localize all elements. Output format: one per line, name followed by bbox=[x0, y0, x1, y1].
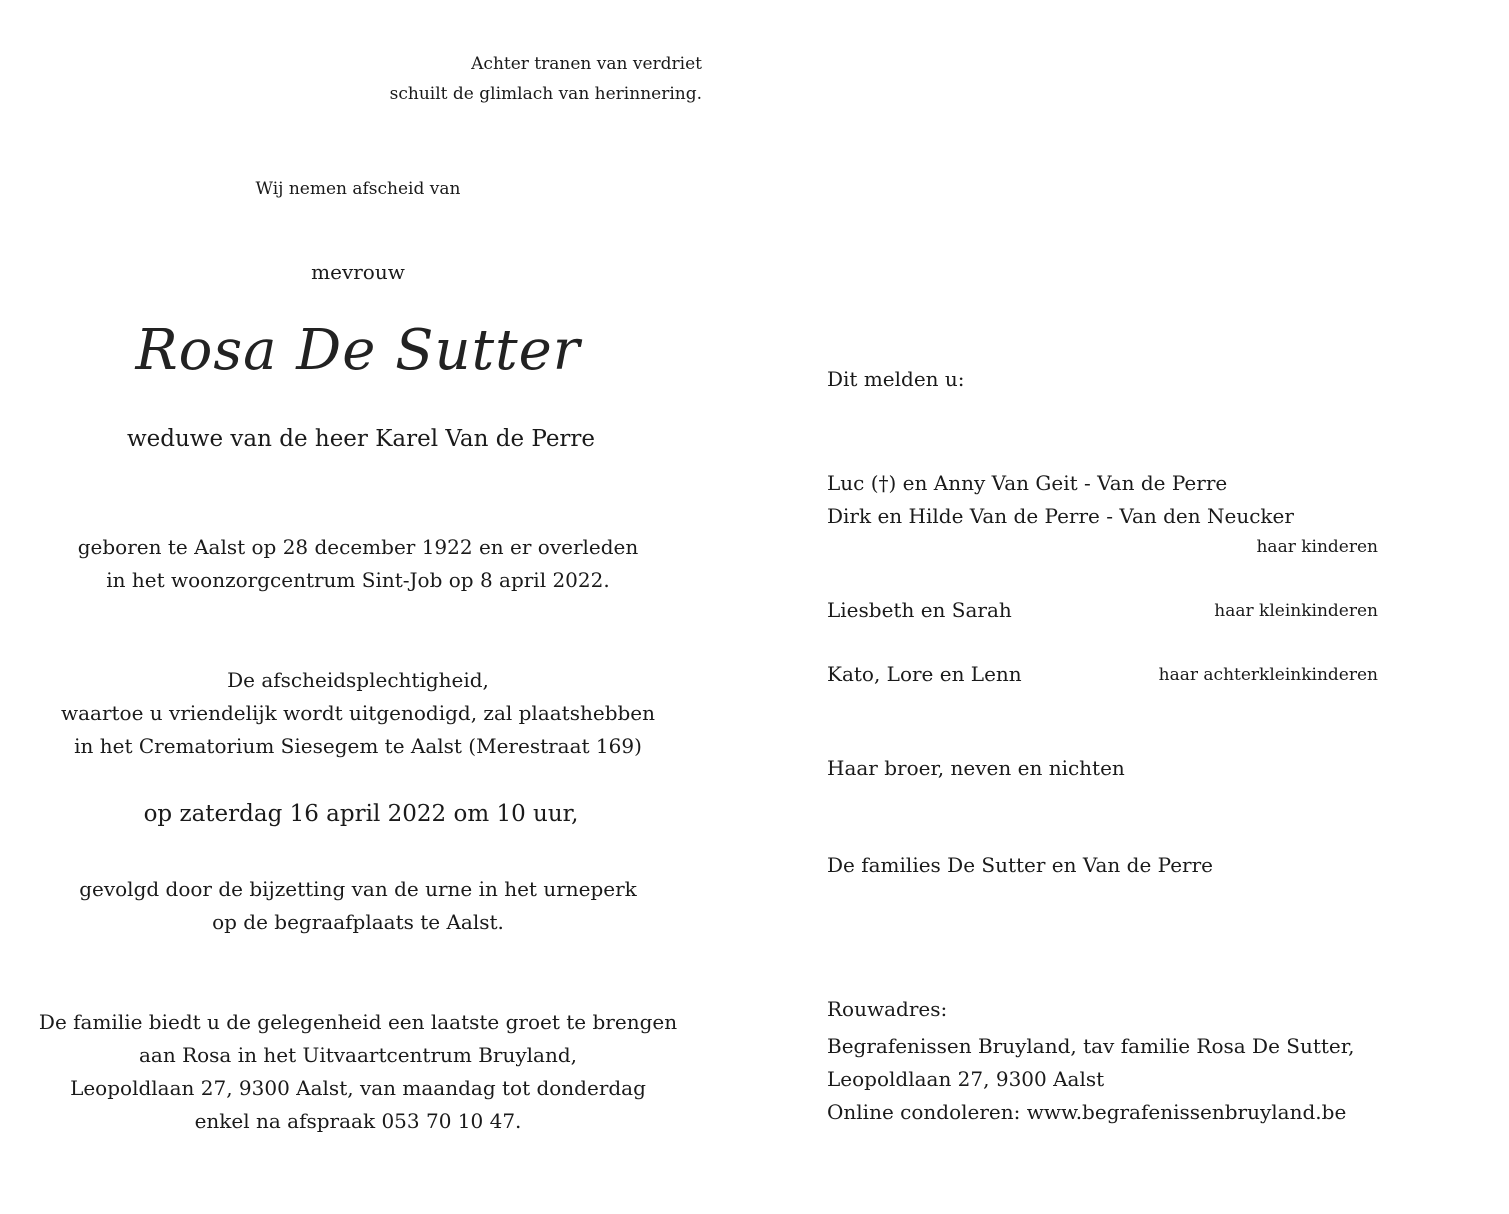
ceremony-line-3: in het Crematorium Siesegem te Aalst (Merestraat 169) bbox=[74, 734, 642, 758]
announce-text: Dit melden u: bbox=[827, 367, 965, 391]
families-text: De families De Sutter en Van de Perre bbox=[827, 853, 1213, 877]
visit-line-1: De familie biedt u de gelegenheid een laatste groet te brengen bbox=[38, 1010, 678, 1034]
visit-line-3: Leopoldlaan 27, 9300 Aalst, van maandag tot donderdag bbox=[70, 1076, 646, 1100]
address-label: Rouwadres: bbox=[827, 997, 948, 1021]
address-block bbox=[827, 1030, 1354, 1129]
deceased-name: Rosa De Sutter bbox=[135, 318, 581, 383]
ceremony-date: op zaterdag 16 april 2022 om 10 uur, bbox=[143, 801, 579, 827]
address-line-1: Begrafenissen Bruyland, tav familie Rosa De Sutter, bbox=[827, 1034, 1355, 1058]
motto-line-2: schuilt de glimlach van herinnering. bbox=[389, 84, 702, 104]
child-line-1: Luc (†) en Anny Van Geit - Van de Perre bbox=[827, 471, 1228, 495]
visit-text bbox=[39, 1006, 677, 1138]
widow-text: weduwe van de heer Karel Van de Perre bbox=[126, 426, 596, 452]
burial-line-1: gevolgd door de bijzetting van de urne in het urneperk bbox=[79, 877, 637, 901]
visit-line-2: aan Rosa in het Uitvaartcentrum Bruyland, bbox=[138, 1043, 578, 1067]
ceremony-line-2: waartoe u vriendelijk wordt uitgenodigd, zal plaatshebben bbox=[60, 701, 656, 725]
child-line-2: Dirk en Hilde Van de Perre - Van den Neucker bbox=[827, 504, 1294, 528]
motto bbox=[390, 49, 702, 109]
birth-line-2: in het woonzorgcentrum Sint-Job op 8 april 2022. bbox=[106, 568, 610, 592]
ceremony-line-1: De afscheidsplechtigheid, bbox=[227, 668, 489, 692]
great-grandchildren-label: haar achterkleinkinderen bbox=[1158, 665, 1378, 685]
motto-line-1: Achter tranen van verdriet bbox=[471, 54, 702, 74]
ceremony-text bbox=[61, 664, 655, 763]
children-label: haar kinderen bbox=[1256, 537, 1378, 557]
address-line-2: Leopoldlaan 27, 9300 Aalst bbox=[827, 1067, 1105, 1091]
children-list bbox=[827, 467, 1294, 533]
burial-text bbox=[79, 873, 637, 939]
great-grandchildren-names: Kato, Lore en Lenn bbox=[827, 662, 1022, 686]
visit-line-4: enkel na afspraak 053 70 10 47. bbox=[194, 1109, 522, 1133]
birth-death-text bbox=[78, 531, 639, 597]
grandchildren-names: Liesbeth en Sarah bbox=[827, 598, 1012, 622]
birth-line-1: geboren te Aalst op 28 december 1922 en er overleden bbox=[77, 535, 639, 559]
burial-line-2: op de begraafplaats te Aalst. bbox=[212, 910, 504, 934]
relatives-text: Haar broer, neven en nichten bbox=[827, 756, 1125, 780]
title-text: mevrouw bbox=[311, 260, 405, 284]
intro-text: Wij nemen afscheid van bbox=[255, 179, 461, 199]
condolence-link[interactable]: Online condoleren: www.begrafenissenbruyland.be bbox=[827, 1100, 1347, 1124]
grandchildren-label: haar kleinkinderen bbox=[1214, 601, 1378, 621]
